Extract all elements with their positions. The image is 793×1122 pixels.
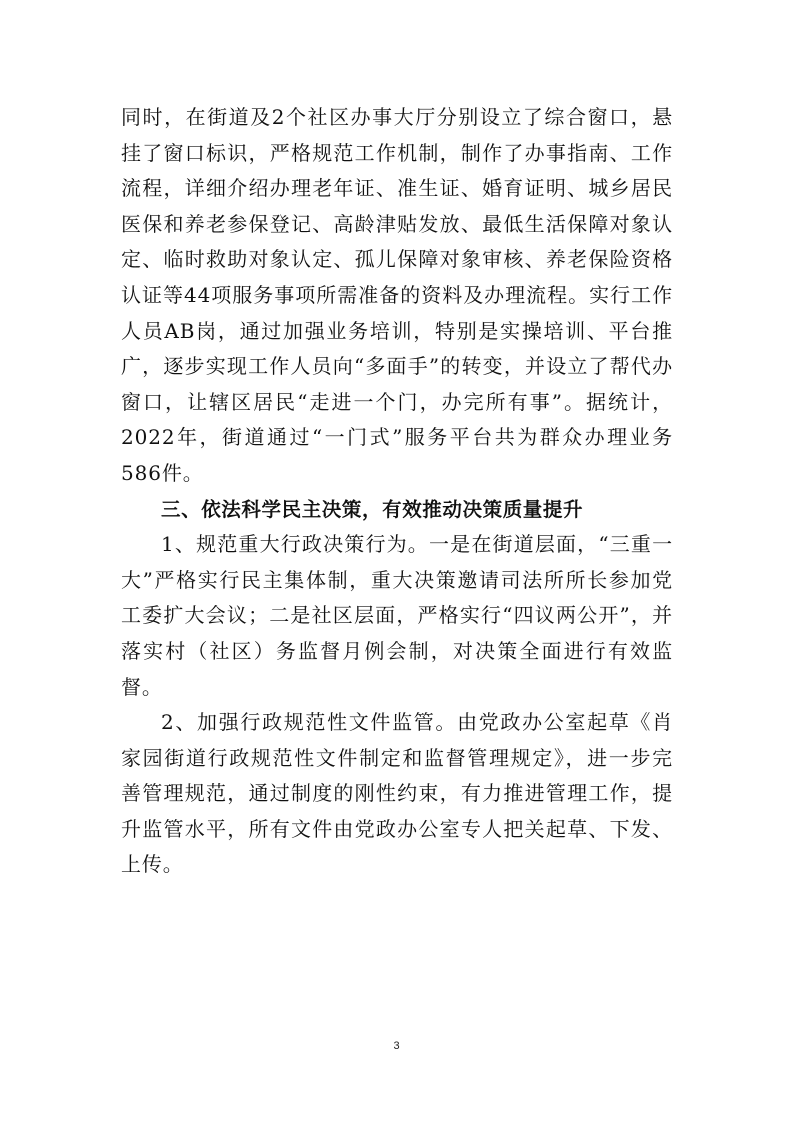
page-number: 3 bbox=[393, 1040, 400, 1052]
section-heading: 三、依法科学民主决策，有效推动决策质量提升 bbox=[161, 497, 584, 521]
document-body bbox=[121, 100, 673, 883]
body-paragraph-3: 2、加强行政规范性文件监管。由党政办公室起草《肖家园街道行政规范性文件制定和监督管理规定》，进一步完善管理规范，通过制度的刚性约束，有力推进管理工作，提升监管水平，所有文件由党政办公室专人把关起草、下发、上传。 bbox=[121, 710, 673, 877]
body-paragraph-2: 1、规范重大行政决策行为。一是在街道层面，“三重一大”严格实行民主集体制，重大决策邀请司法所所长参加党工委扩大会议；二是社区层面，严格实行“四议两公开”，并落实村（社区）务监督月例会制，对决策全面进行有效监督。 bbox=[121, 532, 673, 699]
body-paragraph-1: 同时，在街道及2个社区办事大厅分别设立了综合窗口，悬挂了窗口标识，严格规范工作机制，制作了办事指南、工作流程，详细介绍办理老年证、准生证、婚育证明、城乡居民医保和养老参保登记、高龄津贴发放、最低生活保障对象认定、临时救助对象认定、孤儿保障对象审核、养老保险资格认证等44项服务事项所需准备的资料及办理流程。实行工作人员AB岗，通过加强业务培训，特别是实操培训、平台推广，逐步实现工作人员向“多面手”的转变，并设立了帮代办窗口，让辖区居民“走进一个门，办完所有事”。据统计，2022年，街道通过“一门式”服务平台共为群众办理业务586件。 bbox=[121, 105, 673, 485]
